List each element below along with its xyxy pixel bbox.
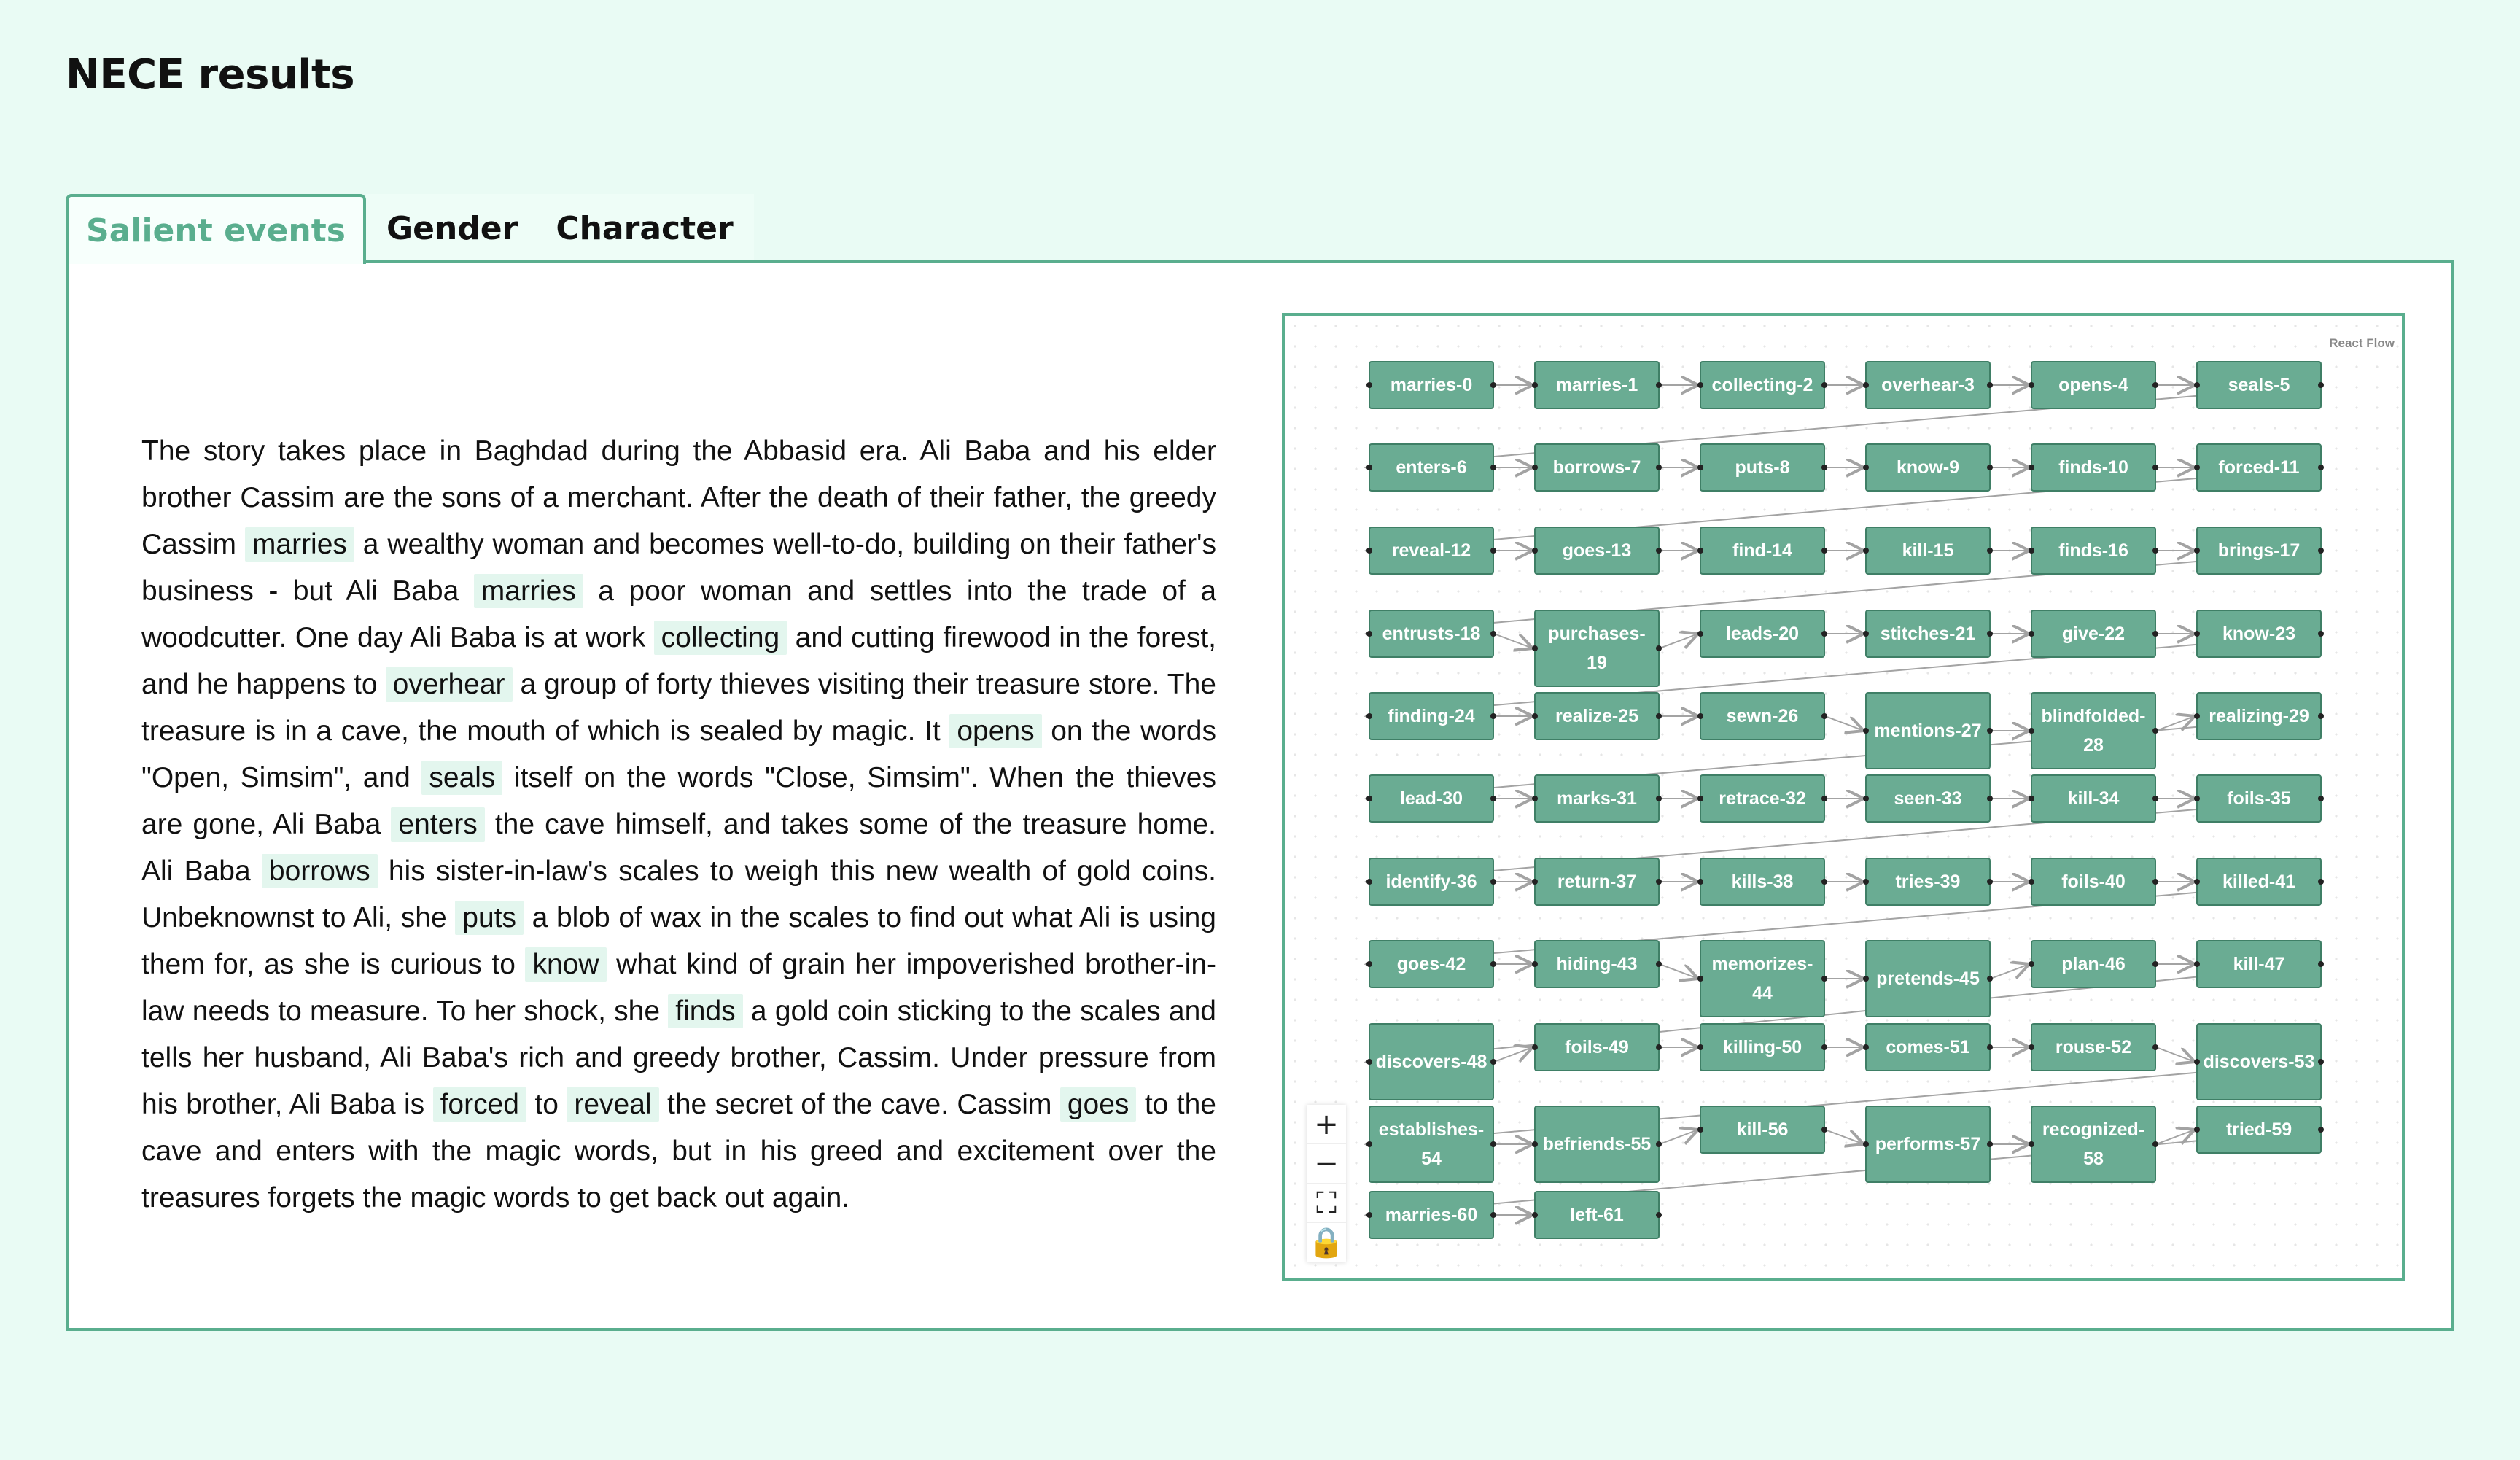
- graph-node[interactable]: know-23: [2196, 610, 2322, 658]
- graph-node[interactable]: return-37: [1534, 858, 1660, 906]
- graph-node[interactable]: marries-0: [1369, 361, 1494, 409]
- story-segment: the cave himself, and takes some of the treasure home. Ali Baba: [141, 809, 1216, 887]
- react-flow-attribution[interactable]: React Flow: [2329, 336, 2395, 350]
- graph-node[interactable]: brings-17: [2196, 527, 2322, 575]
- graph-node[interactable]: purchases-19: [1534, 610, 1660, 687]
- event-highlight[interactable]: marries: [474, 574, 583, 608]
- event-highlight[interactable]: enters: [391, 807, 484, 842]
- graph-node[interactable]: discovers-48: [1369, 1023, 1494, 1100]
- graph-edge: [1367, 385, 2322, 467]
- story-segment: The story takes place in Baghdad during the Abbasid era. Ali Baba and his elder brother Cassim are the sons of a merchant. After the death of their father, the greedy Cassim: [141, 435, 1216, 560]
- graph-node[interactable]: stitches-21: [1865, 610, 1991, 658]
- event-graph[interactable]: [1282, 313, 2405, 1281]
- graph-node[interactable]: hiding-43: [1534, 940, 1660, 988]
- graph-node[interactable]: realizing-29: [2196, 692, 2322, 740]
- graph-node[interactable]: tries-39: [1865, 858, 1991, 906]
- story-segment: and cutting firewood in the forest, and he happens to: [141, 622, 1216, 700]
- graph-edge: [1367, 551, 2322, 634]
- graph-edge: [1367, 1062, 2322, 1144]
- graph-node[interactable]: puts-8: [1700, 443, 1825, 492]
- story-segment: the secret of the cave. Cassim: [658, 1089, 1060, 1120]
- graph-node[interactable]: goes-42: [1369, 940, 1494, 988]
- graph-node[interactable]: pretends-45: [1865, 940, 1991, 1017]
- graph-node[interactable]: mentions-27: [1865, 692, 1991, 769]
- graph-edge: [1660, 634, 1698, 648]
- graph-node[interactable]: finds-16: [2031, 527, 2156, 575]
- event-highlight[interactable]: forced: [433, 1087, 526, 1122]
- graph-node[interactable]: left-61: [1534, 1191, 1660, 1239]
- graph-edge: [1660, 964, 1698, 979]
- graph-node[interactable]: find-14: [1700, 527, 1825, 575]
- story-segment: what kind of grain her impoverished brother-in-law needs to measure. To her shock, she: [141, 949, 1217, 1027]
- graph-node[interactable]: sewn-26: [1700, 692, 1825, 740]
- graph-node[interactable]: opens-4: [2031, 361, 2156, 409]
- graph-node[interactable]: lead-30: [1369, 774, 1494, 823]
- event-highlight[interactable]: marries: [245, 527, 354, 562]
- graph-edge: [1367, 716, 2322, 799]
- graph-node[interactable]: overhear-3: [1865, 361, 1991, 409]
- page-title: NECE results: [66, 51, 355, 98]
- story-segment: a gold coin sticking to the scales and tells her husband, Ali Baba's rich and greedy brother, Cassim. Under pressure from his brother, Ali Baba is: [141, 995, 1216, 1120]
- tab-bar: [66, 194, 754, 264]
- graph-edge: [2156, 1047, 2195, 1062]
- graph-node[interactable]: discovers-53: [2196, 1023, 2322, 1100]
- graph-edge: [1825, 1130, 1864, 1144]
- graph-edge: [1660, 1130, 1698, 1144]
- story-segment: a wealthy woman and becomes well-to-do, building on their father's business - but Ali Baba: [141, 529, 1216, 607]
- event-highlight[interactable]: know: [525, 947, 606, 982]
- event-highlight[interactable]: goes: [1060, 1087, 1137, 1122]
- event-highlight[interactable]: borrows: [262, 854, 378, 888]
- graph-node[interactable]: seals-5: [2196, 361, 2322, 409]
- graph-node[interactable]: rouse-52: [2031, 1023, 2156, 1071]
- fit-view-button[interactable]: ⛶: [1307, 1184, 1346, 1223]
- graph-node[interactable]: give-22: [2031, 610, 2156, 658]
- graph-node[interactable]: entrusts-18: [1369, 610, 1494, 658]
- story-segment: his sister-in-law's scales to weigh this new wealth of gold coins. Unbeknownst to Ali, she: [141, 855, 1216, 933]
- graph-node[interactable]: seen-33: [1865, 774, 1991, 823]
- graph-node[interactable]: goes-13: [1534, 527, 1660, 575]
- graph-node[interactable]: killed-41: [2196, 858, 2322, 906]
- graph-edge: [1367, 799, 2322, 882]
- graph-node[interactable]: kills-38: [1700, 858, 1825, 906]
- graph-node[interactable]: marks-31: [1534, 774, 1660, 823]
- graph-node[interactable]: retrace-32: [1700, 774, 1825, 823]
- graph-controls: [1307, 1105, 1346, 1262]
- graph-node[interactable]: recognized-58: [2031, 1106, 2156, 1183]
- graph-node[interactable]: borrows-7: [1534, 443, 1660, 492]
- graph-node[interactable]: kill-56: [1700, 1106, 1825, 1154]
- event-highlight[interactable]: finds: [668, 994, 742, 1028]
- graph-edge: [1991, 964, 2029, 979]
- graph-node[interactable]: identify-36: [1369, 858, 1494, 906]
- story-text[interactable]: [141, 428, 1217, 1214]
- tab-salient-events[interactable]: Salient events: [66, 194, 366, 264]
- story-segment: on the words "Open, Simsim", and: [141, 715, 1216, 793]
- lock-button[interactable]: 🔒: [1307, 1223, 1346, 1262]
- graph-edge: [1367, 467, 2322, 551]
- zoom-out-button[interactable]: −: [1307, 1144, 1346, 1184]
- graph-node[interactable]: memorizes-44: [1700, 940, 1825, 1017]
- graph-node[interactable]: kill-34: [2031, 774, 2156, 823]
- graph-node[interactable]: kill-15: [1865, 527, 1991, 575]
- graph-node[interactable]: collecting-2: [1700, 361, 1825, 409]
- graph-node[interactable]: marries-1: [1534, 361, 1660, 409]
- event-highlight[interactable]: opens: [949, 714, 1041, 748]
- graph-node[interactable]: performs-57: [1865, 1106, 1991, 1183]
- graph-node[interactable]: comes-51: [1865, 1023, 1991, 1071]
- event-highlight[interactable]: reveal: [567, 1087, 658, 1122]
- graph-node[interactable]: plan-46: [2031, 940, 2156, 988]
- graph-node[interactable]: realize-25: [1534, 692, 1660, 740]
- tab-panel: [66, 260, 2454, 1331]
- event-highlight[interactable]: seals: [421, 761, 502, 795]
- graph-node[interactable]: reveal-12: [1369, 527, 1494, 575]
- event-highlight[interactable]: overhear: [386, 667, 513, 702]
- graph-node[interactable]: leads-20: [1700, 610, 1825, 658]
- graph-node[interactable]: enters-6: [1369, 443, 1494, 492]
- graph-node[interactable]: foils-40: [2031, 858, 2156, 906]
- zoom-in-button[interactable]: +: [1307, 1105, 1346, 1144]
- tab-gender[interactable]: Gender: [366, 194, 538, 263]
- story-segment: a blob of wax in the scales to find out what Ali is using them for, as she is curious to: [141, 902, 1216, 980]
- graph-node[interactable]: befriends-55: [1534, 1106, 1660, 1183]
- graph-node[interactable]: blindfolded-28: [2031, 692, 2156, 769]
- story-segment: to: [526, 1089, 567, 1120]
- graph-node[interactable]: tried-59: [2196, 1106, 2322, 1154]
- graph-node[interactable]: finding-24: [1369, 692, 1494, 740]
- graph-node[interactable]: killing-50: [1700, 1023, 1825, 1071]
- graph-edge: [1494, 634, 1533, 648]
- graph-node[interactable]: kill-47: [2196, 940, 2322, 988]
- graph-node[interactable]: know-9: [1865, 443, 1991, 492]
- graph-edge: [1367, 1130, 2322, 1215]
- graph-edge: [1825, 716, 1864, 731]
- graph-edge: [1367, 882, 2322, 964]
- event-highlight[interactable]: collecting: [654, 621, 788, 655]
- graph-edge: [1494, 1047, 1533, 1062]
- graph-node[interactable]: marries-60: [1369, 1191, 1494, 1239]
- graph-edge: [1367, 634, 2322, 716]
- story-segment: a group of forty thieves visiting their treasure store. The treasure is in a cave, the mouth of which is sealed by magic. It: [141, 669, 1216, 747]
- graph-node[interactable]: finds-10: [2031, 443, 2156, 492]
- story-segment: a poor woman and settles into the trade of a woodcutter. One day Ali Baba is at work: [141, 575, 1217, 653]
- graph-node[interactable]: foils-35: [2196, 774, 2322, 823]
- graph-node[interactable]: foils-49: [1534, 1023, 1660, 1071]
- tab-character[interactable]: Character: [538, 194, 753, 263]
- graph-node[interactable]: forced-11: [2196, 443, 2322, 492]
- story-segment: itself on the words "Close, Simsim". When the thieves are gone, Ali Baba: [141, 762, 1216, 840]
- story-segment: to the cave and enters with the magic words, but in his greed and excitement over the treasures forgets the magic words to get back out again.: [141, 1089, 1216, 1214]
- event-highlight[interactable]: puts: [455, 901, 524, 935]
- graph-node[interactable]: establishes-54: [1369, 1106, 1494, 1183]
